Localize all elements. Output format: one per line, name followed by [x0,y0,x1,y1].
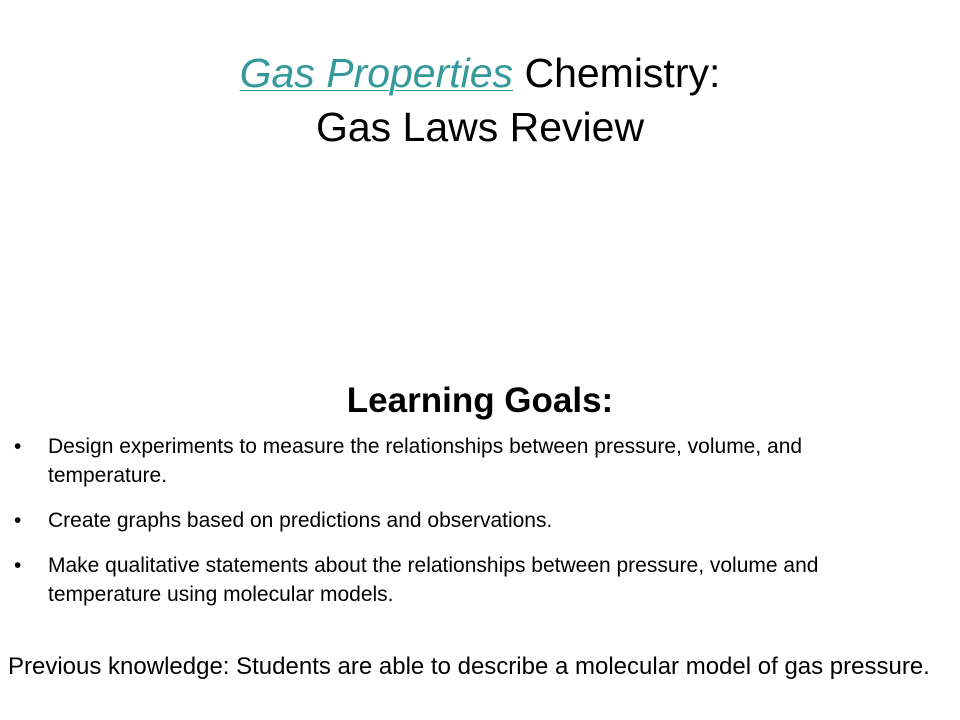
slide-title [0,46,960,154]
bullet-icon: • [14,554,22,577]
title-text: Chemistry: [513,50,721,96]
learning-goals-list [0,432,960,609]
bullet-text: Design experiments to measure the relationships between pressure, volume, and temperature. [48,435,803,487]
list-item [0,551,960,609]
gas-properties-link[interactable]: Gas Properties [239,50,514,96]
bullet-icon: • [14,509,22,532]
previous-knowledge-text: Previous knowledge: Students are able to describe a molecular model of gas pressure. [8,653,930,680]
list-item [0,432,960,490]
bullet-text: Make qualitative statements about the relationships between pressure, volume and temperature using molecular models. [48,554,819,606]
title-subtitle: Gas Laws Review [315,104,645,150]
list-item [0,506,960,535]
bullet-text: Create graphs based on predictions and observations. [48,509,553,532]
learning-goals-heading: Learning Goals: [346,381,614,420]
bullet-icon: • [14,435,22,458]
